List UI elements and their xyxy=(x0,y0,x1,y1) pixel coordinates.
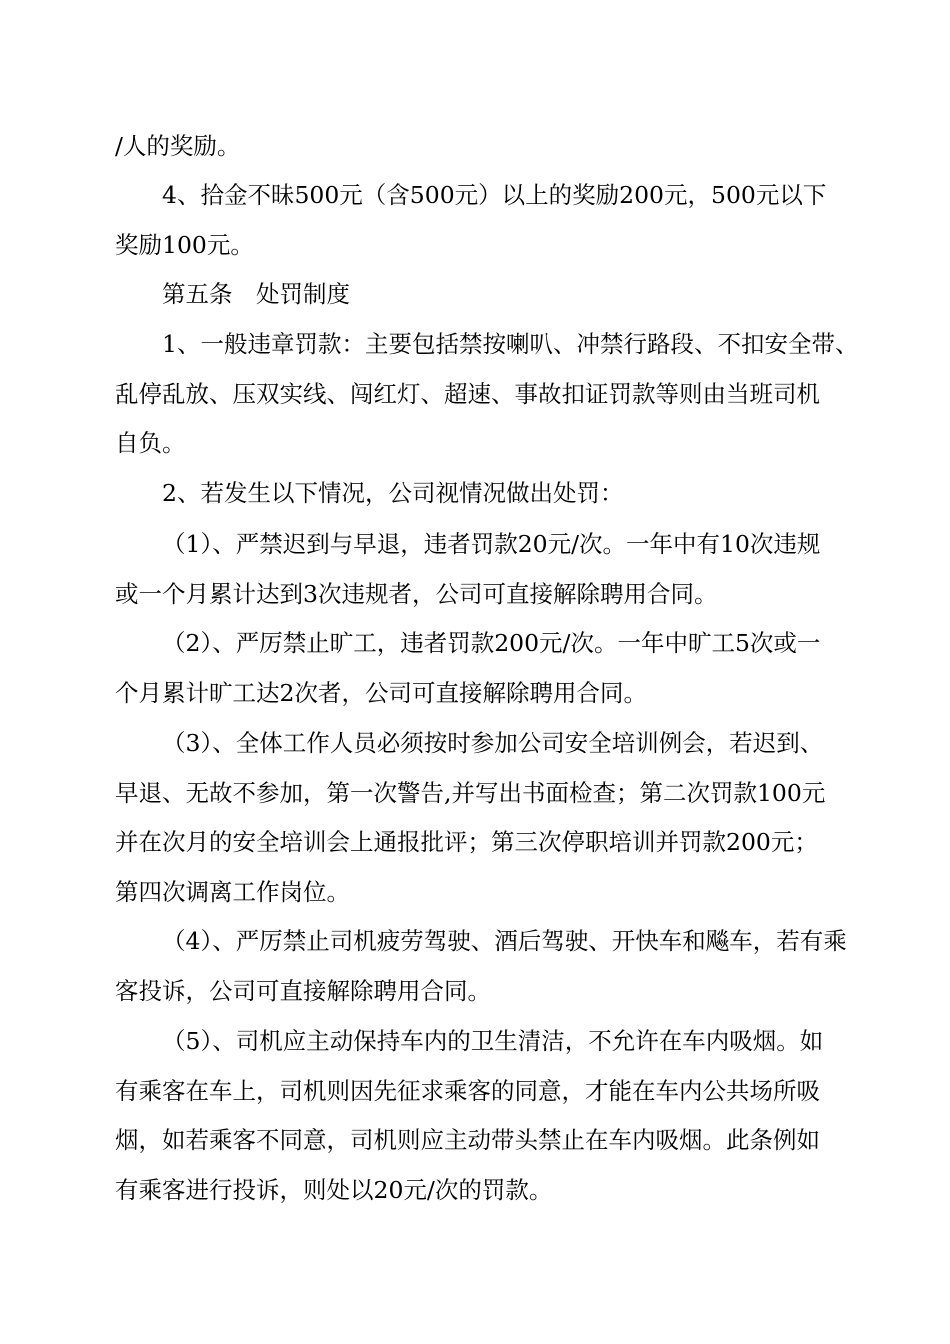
text-line: 第五条 处罚制度 xyxy=(162,280,350,308)
paragraph-lateness-rule xyxy=(115,520,865,619)
text-line: 有乘客在车上，司机则因先征求乘客的同意，才能在车内公共场所吸 xyxy=(115,1076,820,1105)
text-line: 客投诉，公司可直接解除聘用合同。 xyxy=(115,976,491,1005)
section-heading-penalty-system xyxy=(115,270,865,320)
paragraph-training-attendance-rule xyxy=(115,719,865,917)
text-line: 1、一般违章罚款：主要包括禁按喇叭、冲禁行路段、不扣安全带、 xyxy=(162,330,859,358)
text-line: （1）、严禁迟到与早退，违者罚款20元/次。一年中有10次违规 xyxy=(162,530,821,558)
paragraph-driving-safety-rule xyxy=(115,917,865,1016)
text-line: 4、拾金不昧500元（含500元）以上的奖励200元，500元以下 xyxy=(162,181,827,209)
text-line: 个月累计旷工达2次者，公司可直接解除聘用合同。 xyxy=(115,678,647,707)
text-line: （2）、严厉禁止旷工，违者罚款200元/次。一年中旷工5次或一 xyxy=(162,629,821,657)
text-line: 第四次调离工作岗位。 xyxy=(115,877,350,906)
text-line: （3）、全体工作人员必须按时参加公司安全培训例会，若迟到、 xyxy=(162,729,824,757)
text-line: 早退、无故不参加，第一次警告,并写出书面检查；第二次罚款100元 xyxy=(115,778,826,807)
text-line: 烟，如若乘客不同意，司机则应主动带头禁止在车内吸烟。此条例如 xyxy=(115,1126,820,1154)
paragraph-reward-continuation xyxy=(115,122,865,172)
text-line: 奖励100元。 xyxy=(115,230,254,259)
paragraph-absenteeism-rule xyxy=(115,619,865,718)
text-line: 有乘客进行投诉，则处以20元/次的罚款。 xyxy=(115,1175,553,1204)
text-line: /人的奖励。 xyxy=(115,132,241,160)
text-line: 或一个月累计达到3次违规者，公司可直接解除聘用合同。 xyxy=(115,579,718,608)
text-line: （5）、司机应主动保持车内的卫生清洁，不允许在车内吸烟。如 xyxy=(162,1027,824,1055)
paragraph-penalty-situations-intro xyxy=(115,469,865,519)
paragraph-lost-and-found-reward xyxy=(115,171,865,270)
text-line: 2、若发生以下情况，公司视情况做出处罚： xyxy=(162,479,624,507)
paragraph-vehicle-smoking-rule xyxy=(115,1017,865,1215)
paragraph-general-violation-fines xyxy=(115,320,865,469)
text-line: 乱停乱放、压双实线、闯红灯、超速、事故扣证罚款等则由当班司机 xyxy=(115,379,820,408)
text-line: 自负。 xyxy=(115,429,186,457)
text-line: （4）、严厉禁止司机疲劳驾驶、酒后驾驶、开快车和飚车，若有乘 xyxy=(162,927,847,955)
text-line: 并在次月的安全培训会上通报批评；第三次停职培训并罚款200元； xyxy=(115,828,818,856)
